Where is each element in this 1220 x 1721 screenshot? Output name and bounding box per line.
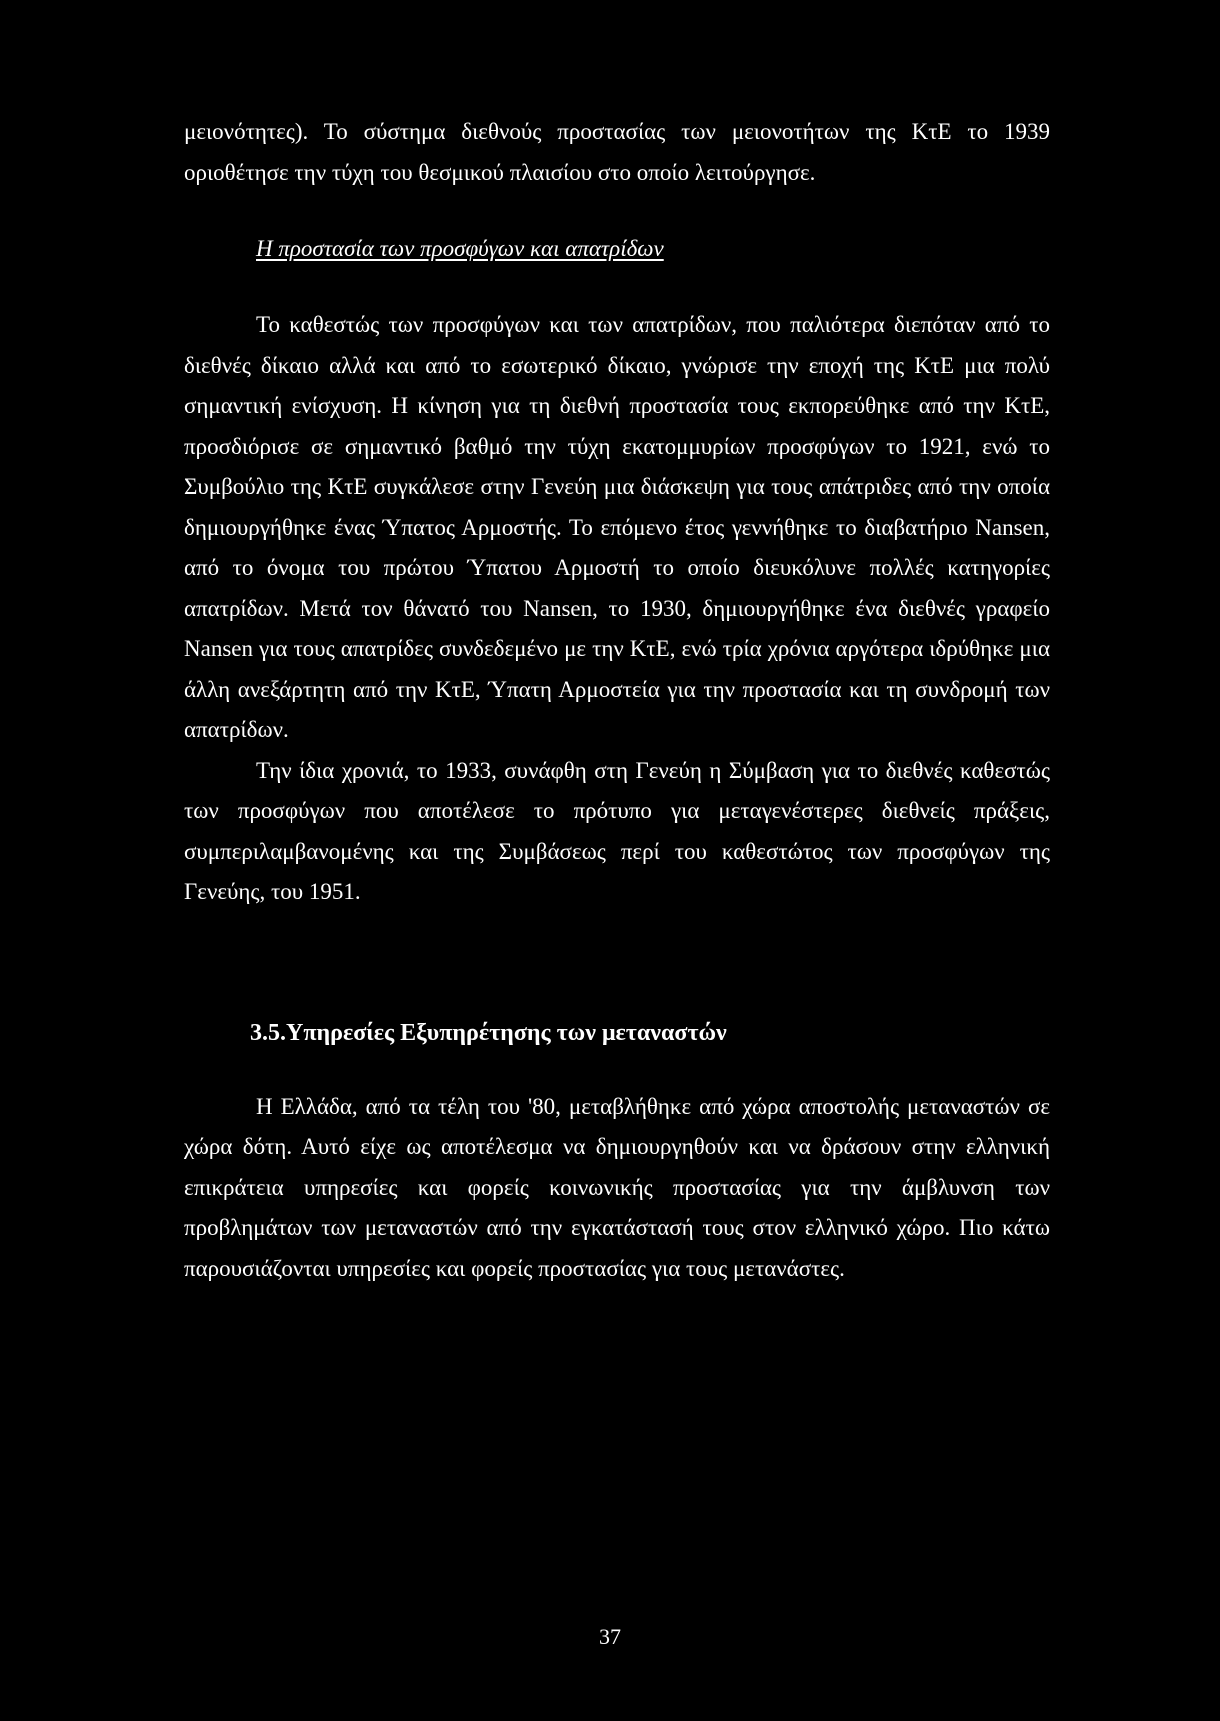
section-heading: 3.5.Υπηρεσίες Εξυπηρέτησης των μεταναστών xyxy=(250,1019,727,1046)
paragraph-refugees: Το καθεστώς των προσφύγων και των απατρίδων, που παλιότερα διεπόταν από το διεθνές δίκαιο αλλά και από το εσωτερικό δίκαιο, γνώρισε την εποχή της ΚτΕ μια πολύ σημαντική ενίσχυση. Η κίνηση για τη διεθνή προστασία τους εκπορεύθηκε από την ΚτΕ, προσδιόρισε σε σημαντικό βαθμό την τύχη εκατομμυρίων προσφύγων το 1921, ενώ το Συμβούλιο της ΚτΕ συγκάλεσε στην Γενεύη μια διάσκεψη για τους απάτριδες από την οποία δημιουργήθηκε ένας Ύπατος Αρμοστής. Το επόμενο έτος γεννήθηκε το διαβατήριο Nansen, από το όνομα του πρώτου Ύπατου Αρμοστή το οποίο διευκόλυνε πολλές κατηγορίες απατρίδων. Μετά τον θάνατό του Nansen, το 1930, δημιουργήθηκε ένα διεθνές γραφείο Nansen για τους απατρίδες συνδεδεμένο με την ΚτΕ, ενώ τρία χρόνια αργότερα ιδρύθηκε μια άλλη ανεξάρτητη από την ΚτΕ, Ύπατη Αρμοστεία για την προστασία και τη συνδρομή των απατρίδων. xyxy=(184,312,1050,742)
paragraph-greece: Η Ελλάδα, από τα τέλη του '80, μεταβλήθηκε από χώρα αποστολής μεταναστών σε χώρα δότη. Αυτό είχε ως αποτέλεσμα να δημιουργηθούν και να δράσουν στην ελληνική επικράτεια υπηρεσίες και φορείς κοινωνικής προστασίας για την άμβλυνση των προβλημάτων των μεταναστών από την εγκατάστασή τους στον ελληνικό χώρο. Πιο κάτω παρουσιάζονται υπηρεσίες και φορείς προστασίας για τους μετανάστες. xyxy=(184,1093,1050,1281)
page-number: 37 xyxy=(599,1624,621,1649)
intro-paragraph: μειονότητες). Το σύστημα διεθνούς προστασίας των μειονοτήτων της ΚτΕ το 1939 οριοθέτησε την τύχη του θεσμικού πλαισίου στο οποίο λειτούργησε. xyxy=(184,119,1050,185)
document-page xyxy=(184,112,1050,1289)
subheading-refugees: Η προστασία των προσφύγων και απατρίδων xyxy=(256,236,664,261)
paragraph-convention: Την ίδια χρονιά, το 1933, συνάφθη στη Γενεύη η Σύμβαση για το διεθνές καθεστώς των προσφύγων που αποτέλεσε το πρότυπο για μεταγενέστερες διεθνείς πράξεις, συμπεριλαμβανομένης και της Συμβάσεως περί του καθεστώτος των προσφύγων της Γενεύης, του 1951. xyxy=(184,757,1050,904)
